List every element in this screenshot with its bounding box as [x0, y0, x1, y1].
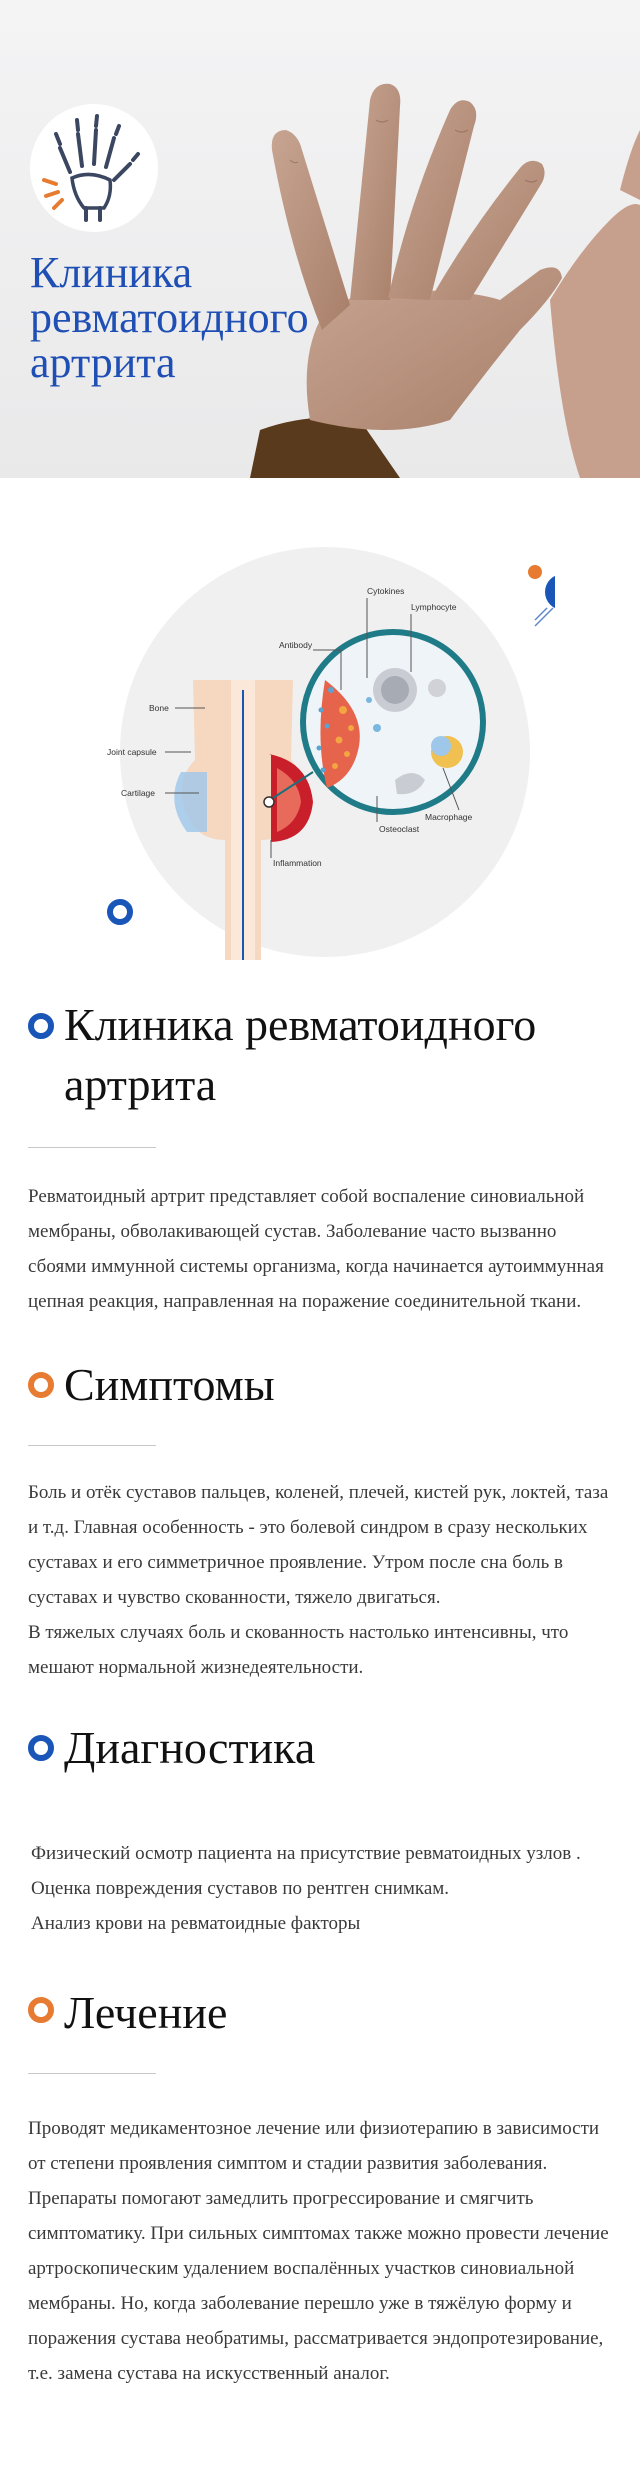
section-paragraph: Боль и отёк суставов пальцев, коленей, плечей, кистей рук, локтей, таза и т.д. Главная особенность - это болевой синдром в сразу нескольких суставах и его симметричное проявление. Утром после сна боль в суставах и чувство скованности, тяжело двигаться.: [28, 1482, 609, 1608]
section-title: [64, 995, 618, 1115]
section-paragraph: Анализ крови на ревматоидные факторы: [31, 1913, 361, 1934]
section-body: [28, 2111, 618, 2391]
hand-bones-icon: [30, 104, 158, 232]
hand-photo: [250, 0, 640, 478]
section-title-line: артрита: [64, 1059, 217, 1110]
section-treatment: [28, 1983, 618, 2384]
section-title: [64, 1983, 618, 2043]
section-heading: [28, 995, 618, 1115]
label-macrophage: Macrophage: [425, 812, 473, 822]
section-bullet-icon: [28, 1735, 54, 1761]
hero-title-line: Клиника: [30, 248, 193, 297]
section-body: [28, 1475, 618, 1685]
label-osteoclast: Osteoclast: [379, 824, 420, 834]
label-cartilage: Cartilage: [121, 788, 156, 798]
section-heading: [28, 1355, 618, 1415]
label-antibody: Antibody: [279, 640, 313, 650]
hatch-pattern: [535, 608, 553, 626]
section-paragraph: Физический осмотр пациента на присутствие ревматоидных узлов .: [31, 1843, 581, 1864]
section-paragraph: Ревматоидный артрит представляет собой воспаление синовиальной мембраны, обволакивающей сустав. Заболевание часто вызванно сбоями иммунной системы организма, когда начинается аутоиммунная цепная реакция, направленная на поражение соединительной ткани.: [28, 1186, 604, 1312]
label-inflammation: Inflammation: [273, 858, 322, 868]
label-cytokines: Cytokines: [367, 586, 405, 596]
ring-icon: [110, 902, 130, 922]
section-divider: [28, 1147, 156, 1148]
section-paragraph: Препараты помогают замедлить прогрессирование и смягчить симптоматику. При сильных симптомах также можно провести лечение артроскопическим удалением воспалённых участков синовиальной мембраны. Но, когда заболевание перешло уже в тяжёлую форму и поражения сустава необратимы, рассматривается эндопротезирование, т.е. замена сустава на искусственный аналог.: [28, 2188, 609, 2384]
clinic-logo: [30, 104, 158, 232]
blue-dot-icon: [545, 574, 555, 610]
section-symptoms: [28, 1355, 618, 1678]
section-heading: [28, 1983, 618, 2043]
section-heading: [28, 1718, 618, 1778]
section-bullet-icon: [28, 1013, 54, 1039]
section-paragraph: Проводят медикаментозное лечение или физиотерапию в зависимости от степени проявления симптом и стадии развития заболевания.: [28, 2118, 600, 2174]
section-title: [64, 1355, 618, 1415]
label-bone: Bone: [149, 703, 169, 713]
section-clinic: [28, 995, 618, 1312]
section-title-line: Диагностика: [64, 1722, 316, 1773]
section-body: [31, 1836, 621, 1941]
rheumatoid-joint-illustration: [95, 540, 555, 970]
section-paragraph: Оценка повреждения суставов по рентген снимкам.: [31, 1878, 450, 1899]
section-paragraph: В тяжелых случаях боль и скованность настолько интенсивны, что мешают нормальной жизнедеятельности.: [28, 1622, 569, 1678]
section-title-line: Клиника ревматоидного: [64, 999, 537, 1050]
section-bullet-icon: [28, 1372, 54, 1398]
section-diagnostics: [28, 1718, 618, 1934]
section-title-line: Лечение: [64, 1987, 228, 2038]
section-bullet-icon: [28, 1997, 54, 2023]
label-joint-capsule: Joint capsule: [107, 747, 157, 757]
section-title: [64, 1718, 618, 1778]
hero-title-line: ревматоидного: [30, 293, 309, 342]
section-title-line: Симптомы: [64, 1359, 275, 1410]
section-body: [28, 1179, 618, 1319]
label-lymphocyte: Lymphocyte: [411, 602, 457, 612]
hero-title-line: артрита: [30, 338, 176, 387]
hero-banner: [0, 0, 640, 478]
section-divider: [28, 1445, 156, 1446]
orange-dot-icon: [528, 565, 542, 579]
section-divider: [28, 2073, 156, 2074]
